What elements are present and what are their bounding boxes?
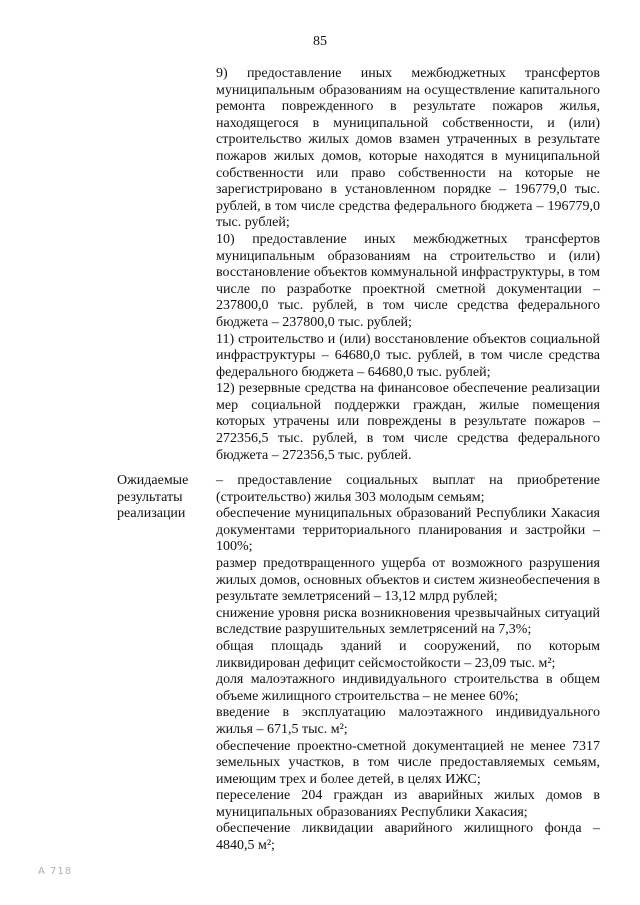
list-item: введение в эксплуатацию малоэтажного индивидуального жилья – 671,5 тыс. м²; <box>216 705 600 737</box>
list-item: обеспечение проектно-сметной документацией не менее 7317 земельных участков, в том числе предоставляемых семьям, имеющим трех и более детей, в целях ИЖС; <box>216 738 600 787</box>
footer-stamp-mark: А 718 <box>38 866 73 877</box>
page-number: 85 <box>313 34 327 49</box>
list-item: снижение уровня риска возникновения чрезвычайных ситуаций вследствие разрушительных землетрясений на 7,3%; <box>216 605 600 638</box>
list-item: 12) резервные средства на финансовое обеспечение реализации мер социальной поддержки граждан, жилые помещения которых утрачены или повреждены в результате пожаров – 272356,5 тыс. рублей, в том числе средства федерального бюджета – 272356,5 тыс. рублей. <box>216 381 600 463</box>
expected-results-list <box>216 473 600 855</box>
funding-list <box>216 66 600 464</box>
label-line: результаты <box>117 489 183 505</box>
list-item: доля малоэтажного индивидуального строительства в общем объеме жилищного строительства – не менее 60%; <box>216 672 600 704</box>
label-line: Ожидаемые <box>117 473 189 488</box>
list-item: 9) предоставление иных межбюджетных трансфертов муниципальным образованиям на осуществление капитального ремонта поврежденного в результате пожаров жилья, находящегося в муниципальной собственности, и (или) строительство жилых домов взамен утраченных в результате пожаров жилых домов, которые находятся в муниципальной собственности или право собственности на которые не зарегистрировано в установленном порядке – 196779,0 тыс. рублей, в том числе средства федерального бюджета – 196779,0 тыс. рублей; <box>216 66 600 231</box>
list-item: размер предотвращенного ущерба от возможного разрушения жилых домов, основных объектов и систем жизнеобеспечения в результате землетрясений – 13,12 млрд рублей; <box>216 555 600 605</box>
list-item: переселение 204 граждан из аварийных жилых домов в муниципальных образованиях Республики Хакасия; <box>216 788 600 820</box>
list-item: обеспечение ликвидации аварийного жилищного фонда – 4840,5 м²; <box>216 821 600 854</box>
list-item: обеспечение муниципальных образований Республики Хакасия документами территориального планирования и застройки – 100%; <box>216 506 600 555</box>
list-item: 11) строительство и (или) восстановление объектов социальной инфраструктуры – 64680,0 тыс. рублей, в том числе средства федерального бюджета – 64680,0 тыс. рублей; <box>216 331 600 380</box>
expected-results-label <box>117 473 207 523</box>
label-line: реализации <box>117 506 186 522</box>
list-item: – предоставление социальных выплат на приобретение (строительство) жилья 303 молодым семьям; <box>216 473 600 505</box>
list-item: 10) предоставление иных межбюджетных трансфертов муниципальным образованиям на строительство и (или) восстановление объектов коммунальной инфраструктуры, в том числе по разработке проектной сметной документации – 237800,0 тыс. рублей, в том числе средства федерального бюджета – 237800,0 тыс. рублей; <box>216 231 600 330</box>
list-item: общая площадь зданий и сооружений, по которым ликвидирован дефицит сейсмостойкости – 23,09 тыс. м²; <box>216 638 600 671</box>
